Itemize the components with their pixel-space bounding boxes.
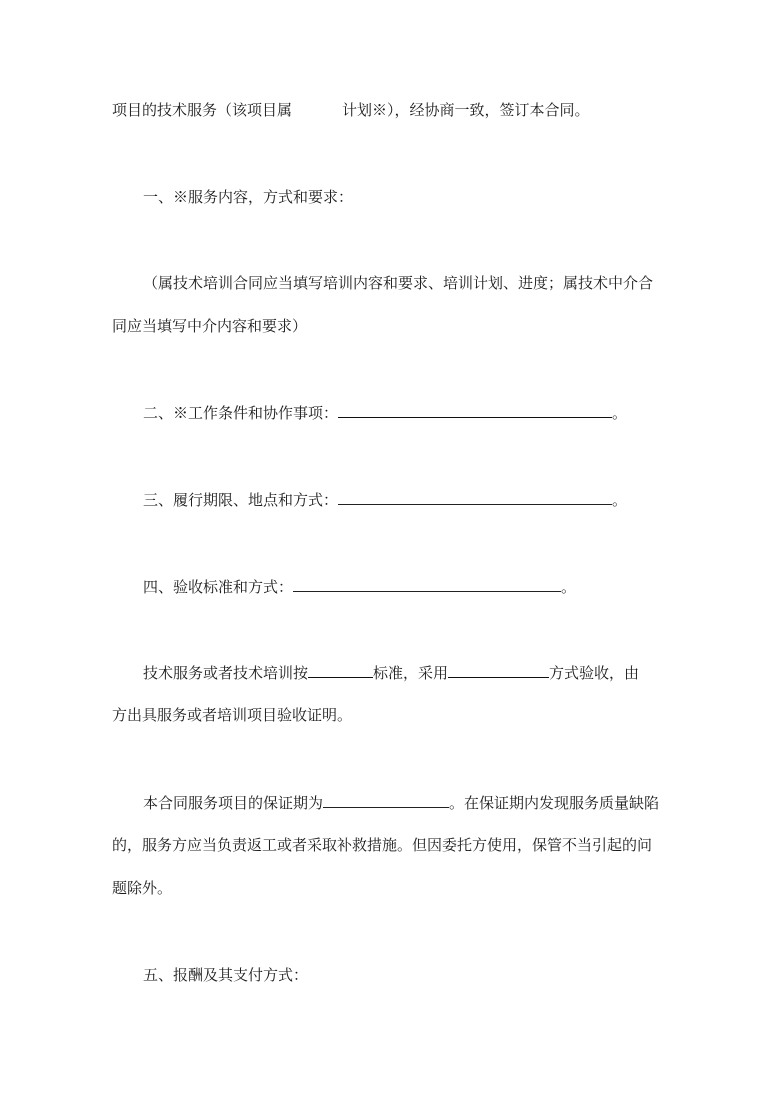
acceptance-text-3: 方式验收，由 bbox=[549, 664, 640, 682]
section-5-heading: 五、报酬及其支付方式： bbox=[143, 966, 309, 984]
acceptance-line2: 方出具服务或者培训项目验收证明。 bbox=[112, 706, 353, 724]
warranty-period-blank[interactable] bbox=[323, 792, 449, 808]
section-3-fill-blank[interactable] bbox=[338, 489, 612, 505]
warranty-line2: 的，服务方应当负责返工或者采取补救措施。但因委托方使用，保管不当引起的问 bbox=[112, 836, 653, 854]
acceptance-text-1: 技术服务或者技术培训按 bbox=[143, 664, 309, 682]
section-2-label: 二、※工作条件和协作事项： bbox=[143, 404, 339, 422]
section-4-line bbox=[143, 576, 576, 597]
intro-text-after: 计划※），经协商一致，签订本合同。 bbox=[342, 101, 590, 119]
section-3-line bbox=[143, 489, 627, 510]
warranty-text-2: 。在保证期内发现服务质量缺陷 bbox=[449, 794, 660, 812]
section-2-end: 。 bbox=[612, 404, 628, 422]
section-4-end: 。 bbox=[561, 578, 577, 596]
acceptance-text-2: 标准，采用 bbox=[373, 664, 449, 682]
section-4-fill-blank[interactable] bbox=[293, 576, 561, 592]
section-4-label: 四、验收标准和方式： bbox=[143, 578, 294, 596]
section-1-heading: 一、※服务内容，方式和要求： bbox=[143, 188, 354, 206]
intro-line bbox=[112, 100, 590, 120]
acceptance-method-blank[interactable] bbox=[448, 662, 549, 678]
section-3-end: 。 bbox=[612, 491, 628, 509]
acceptance-line1 bbox=[143, 662, 639, 683]
warranty-line1 bbox=[143, 792, 659, 813]
section-1-note-line2: 同应当填写中介内容和要求） bbox=[112, 317, 308, 335]
section-1-note-line1: （属技术培训合同应当填写培训内容和要求、培训计划、进度；属技术中介合 bbox=[143, 274, 654, 292]
section-2-fill-blank[interactable] bbox=[338, 402, 612, 418]
warranty-line3: 题除外。 bbox=[112, 879, 173, 897]
section-3-label: 三、履行期限、地点和方式： bbox=[143, 491, 339, 509]
warranty-text-1: 本合同服务项目的保证期为 bbox=[143, 794, 324, 812]
acceptance-standard-blank[interactable] bbox=[308, 662, 373, 678]
intro-text-before: 项目的技术服务（该项目属 bbox=[112, 101, 293, 119]
section-2-line bbox=[143, 402, 627, 423]
